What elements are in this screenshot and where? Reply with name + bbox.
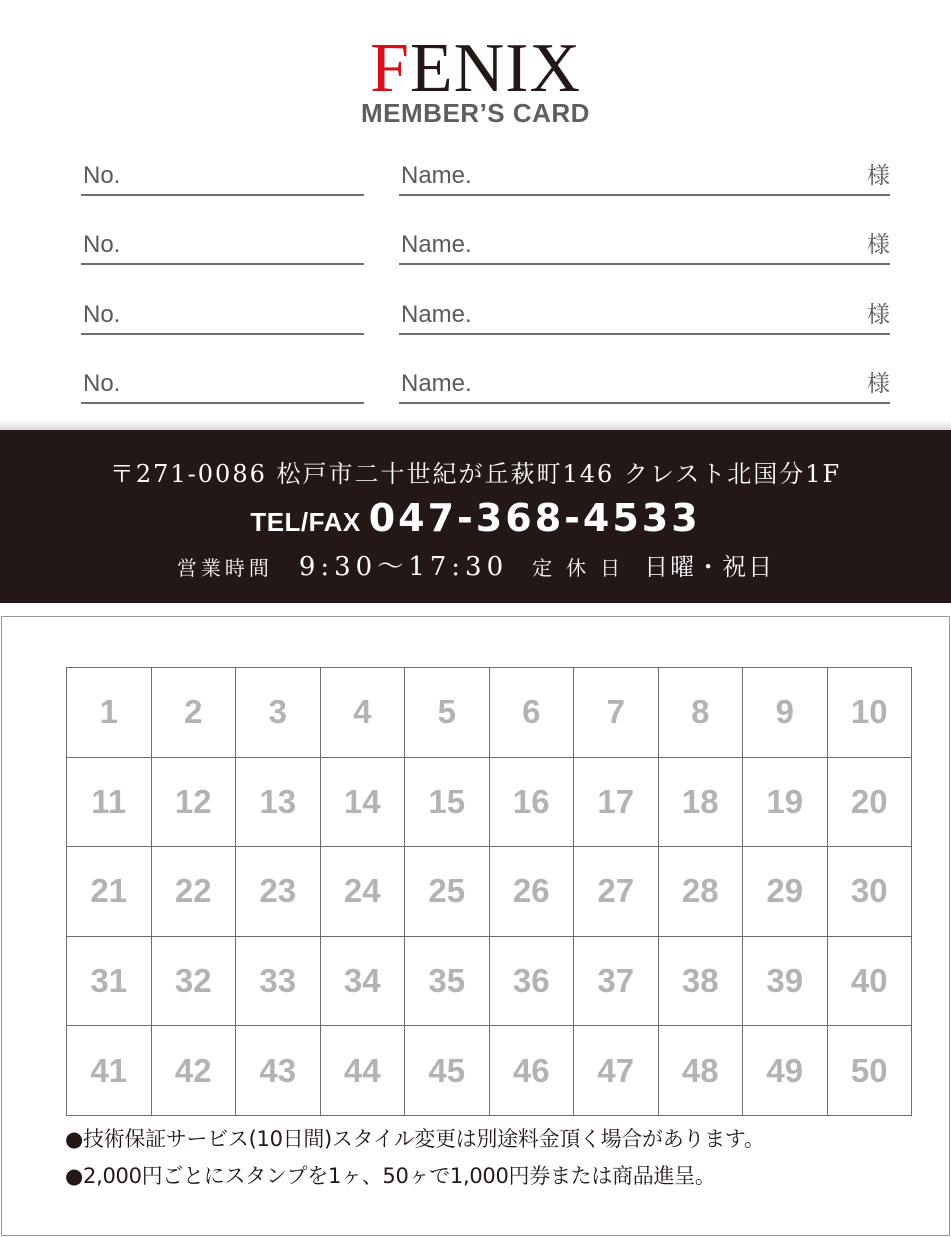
- closed-days-value: 日曜・祝日: [644, 553, 775, 581]
- hours-row: [0, 546, 951, 583]
- member-name-label: Name.: [401, 370, 472, 397]
- stamp-cell[interactable]: 43: [236, 1026, 321, 1116]
- stamp-cell[interactable]: 23: [236, 847, 321, 937]
- business-hours-value: 9:30〜17:30: [298, 552, 509, 582]
- stamp-cell[interactable]: 18: [659, 758, 744, 848]
- stamp-cell[interactable]: 41: [67, 1026, 152, 1116]
- stamp-cell[interactable]: 22: [152, 847, 237, 937]
- member-row: [0, 295, 951, 335]
- stamp-cell[interactable]: 8: [659, 668, 744, 758]
- stamp-cell[interactable]: 3: [236, 668, 321, 758]
- member-number-field[interactable]: [81, 364, 364, 404]
- member-row: [0, 225, 951, 265]
- stamp-cell[interactable]: 49: [743, 1026, 828, 1116]
- stamp-rule-note: ●2,000円ごとにスタンプを1ヶ、50ヶで1,000円券または商品進呈。: [65, 1164, 716, 1188]
- stamp-cell[interactable]: 27: [574, 847, 659, 937]
- stamp-grid: [66, 667, 912, 1116]
- stamp-cell[interactable]: 16: [490, 758, 575, 848]
- brand-logo: [0, 30, 951, 107]
- stamp-cell[interactable]: 19: [743, 758, 828, 848]
- stamp-cell[interactable]: 45: [405, 1026, 490, 1116]
- stamp-cell[interactable]: 17: [574, 758, 659, 848]
- closed-days-label: 定休日: [532, 556, 635, 580]
- member-name-field[interactable]: [399, 156, 890, 196]
- contact-info-band: [0, 430, 951, 603]
- stamp-cell[interactable]: 20: [828, 758, 913, 848]
- phone-number[interactable]: 047-368-4533: [368, 496, 701, 540]
- honorific-label: 様: [867, 232, 890, 258]
- stamp-cell[interactable]: 1: [67, 668, 152, 758]
- member-row: [0, 156, 951, 196]
- stamp-cell[interactable]: 25: [405, 847, 490, 937]
- logo-rest: ENIX: [409, 30, 582, 107]
- stamp-cell[interactable]: 31: [67, 937, 152, 1027]
- stamp-cell[interactable]: 21: [67, 847, 152, 937]
- stamp-cell[interactable]: 47: [574, 1026, 659, 1116]
- stamp-cell[interactable]: 29: [743, 847, 828, 937]
- stamp-cell[interactable]: 37: [574, 937, 659, 1027]
- stamp-cell[interactable]: 11: [67, 758, 152, 848]
- card-subtitle: MEMBER’S CARD: [361, 98, 590, 128]
- member-name-label: Name.: [401, 162, 472, 189]
- member-name-field[interactable]: [399, 295, 890, 335]
- member-number-label: No.: [83, 162, 121, 189]
- logo-initial: F: [369, 30, 410, 107]
- shop-address: 〒271-0086 松戸市二十世紀が丘萩町146 クレスト北国分1F: [109, 460, 842, 488]
- member-card-header: [0, 0, 951, 430]
- stamp-cell[interactable]: 2: [152, 668, 237, 758]
- stamp-cell[interactable]: 15: [405, 758, 490, 848]
- stamp-cell[interactable]: 46: [490, 1026, 575, 1116]
- member-name-field[interactable]: [399, 364, 890, 404]
- stamp-cell[interactable]: 5: [405, 668, 490, 758]
- stamp-cell[interactable]: 7: [574, 668, 659, 758]
- honorific-label: 様: [867, 371, 890, 397]
- phone-label: TEL/FAX: [250, 507, 361, 537]
- stamp-cell[interactable]: 4: [321, 668, 406, 758]
- member-number-field[interactable]: [81, 156, 364, 196]
- member-name-field[interactable]: [399, 225, 890, 265]
- member-number-label: No.: [83, 301, 121, 328]
- member-name-label: Name.: [401, 231, 472, 258]
- stamp-cell[interactable]: 13: [236, 758, 321, 848]
- member-number-field[interactable]: [81, 225, 364, 265]
- stamp-cell[interactable]: 40: [828, 937, 913, 1027]
- warranty-note: ●技術保証サービス(10日間)スタイル変更は別途料金頂く場合があります。: [65, 1127, 765, 1151]
- stamp-cell[interactable]: 44: [321, 1026, 406, 1116]
- phone-row: [0, 496, 951, 540]
- stamp-cell[interactable]: 33: [236, 937, 321, 1027]
- stamp-cell[interactable]: 42: [152, 1026, 237, 1116]
- stamp-cell[interactable]: 32: [152, 937, 237, 1027]
- member-number-label: No.: [83, 370, 121, 397]
- stamp-cell[interactable]: 38: [659, 937, 744, 1027]
- honorific-label: 様: [867, 163, 890, 189]
- stamp-card: [1, 616, 950, 1236]
- stamp-cell[interactable]: 28: [659, 847, 744, 937]
- stamp-cell[interactable]: 6: [490, 668, 575, 758]
- stamp-cell[interactable]: 34: [321, 937, 406, 1027]
- stamp-cell[interactable]: 10: [828, 668, 913, 758]
- member-number-label: No.: [83, 231, 121, 258]
- stamp-cell[interactable]: 9: [743, 668, 828, 758]
- stamp-cell[interactable]: 36: [490, 937, 575, 1027]
- stamp-cell[interactable]: 50: [828, 1026, 913, 1116]
- stamp-cell[interactable]: 39: [743, 937, 828, 1027]
- member-number-field[interactable]: [81, 295, 364, 335]
- business-hours-label: 営業時間: [176, 556, 273, 580]
- stamp-cell[interactable]: 24: [321, 847, 406, 937]
- stamp-cell[interactable]: 30: [828, 847, 913, 937]
- stamp-cell[interactable]: 12: [152, 758, 237, 848]
- honorific-label: 様: [867, 302, 890, 328]
- member-row: [0, 364, 951, 404]
- stamp-cell[interactable]: 35: [405, 937, 490, 1027]
- member-name-label: Name.: [401, 301, 472, 328]
- stamp-cell[interactable]: 48: [659, 1026, 744, 1116]
- stamp-cell[interactable]: 26: [490, 847, 575, 937]
- stamp-cell[interactable]: 14: [321, 758, 406, 848]
